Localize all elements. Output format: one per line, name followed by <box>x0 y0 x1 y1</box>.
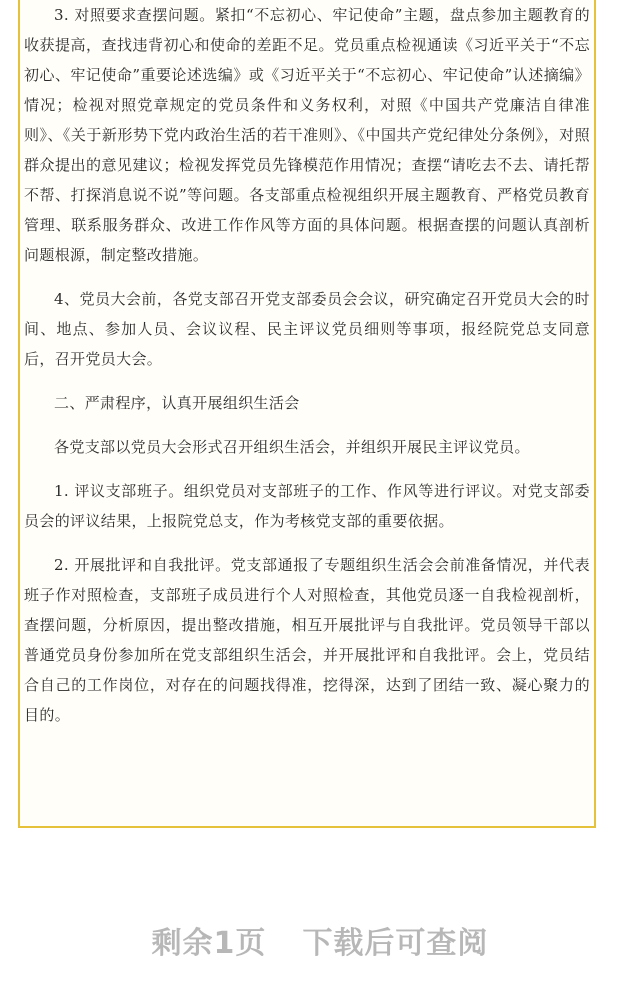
section-intro: 各党支部以党员大会形式召开组织生活会，并组织开展民主评议党员。 <box>54 438 530 456</box>
paragraph-item-3: 3. 对照要求查摆问题。紧扣“不忘初心、牢记使命”主题，盘点参加主题教育的收获提高，查找违背初心和使命的差距不足。党员重点检视通读《习近平关于“不忘初心、牢记使命”重要论述选编》或《习近平关于“不忘初心、牢记使命”认述摘编》情况；检视对照党章规定的党员条件和义务权利，对照《中国共产党廉洁自律准则》、《关于新形势下党内政治生活的若干准则》、《中国共产党纪律处分条例》，对照群众提出的意见建议；检视发挥党员先锋模范作用情况；查摆“请吃去不去、请托帮不帮、打探消息说不说”等问题。各支部重点检视组织开展主题教育、严格党员教育管理、联系服务群众、改进工作作风等方面的具体问题。根据查摆的问题认真剖析问题根源，制定整改措施。 <box>24 6 590 264</box>
document-content <box>24 0 590 730</box>
download-prompt-button[interactable] <box>152 918 489 962</box>
remaining-pages-label: 剩余1页 <box>151 926 267 961</box>
section-item-1: 1. 评议支部班子。组织党员对支部班子的工作、作风等进行评议。对党支部委员会的评议结果，上报院党总支，作为考核党支部的重要依据。 <box>24 482 590 530</box>
section-item-2: 2. 开展批评和自我批评。党支部通报了专题组织生活会会前准备情况，并代表班子作对照检查，支部班子成员进行个人对照检查，其他党员逐一自我检视剖析，查摆问题，分析原因，提出整改措施，相互开展批评与自我批评。党员领导干部以普通党员身份参加所在党支部组织生活会，并开展批评和自我批评。会上，党员结合自己的工作岗位，对存在的问题找得准，挖得深，达到了团结一致、凝心聚力的目的。 <box>24 556 590 724</box>
section-heading: 二、严肃程序，认真开展组织生活会 <box>54 394 300 412</box>
download-overlay <box>0 900 640 980</box>
paragraph-item-4: 4、党员大会前，各党支部召开党支部委员会会议，研究确定召开党员大会的时间、地点、参加人员、会议议程、民主评议党员细则等事项，报经院党总支同意后，召开党员大会。 <box>24 290 590 368</box>
download-to-view-label: 下载后可查阅 <box>302 926 489 961</box>
